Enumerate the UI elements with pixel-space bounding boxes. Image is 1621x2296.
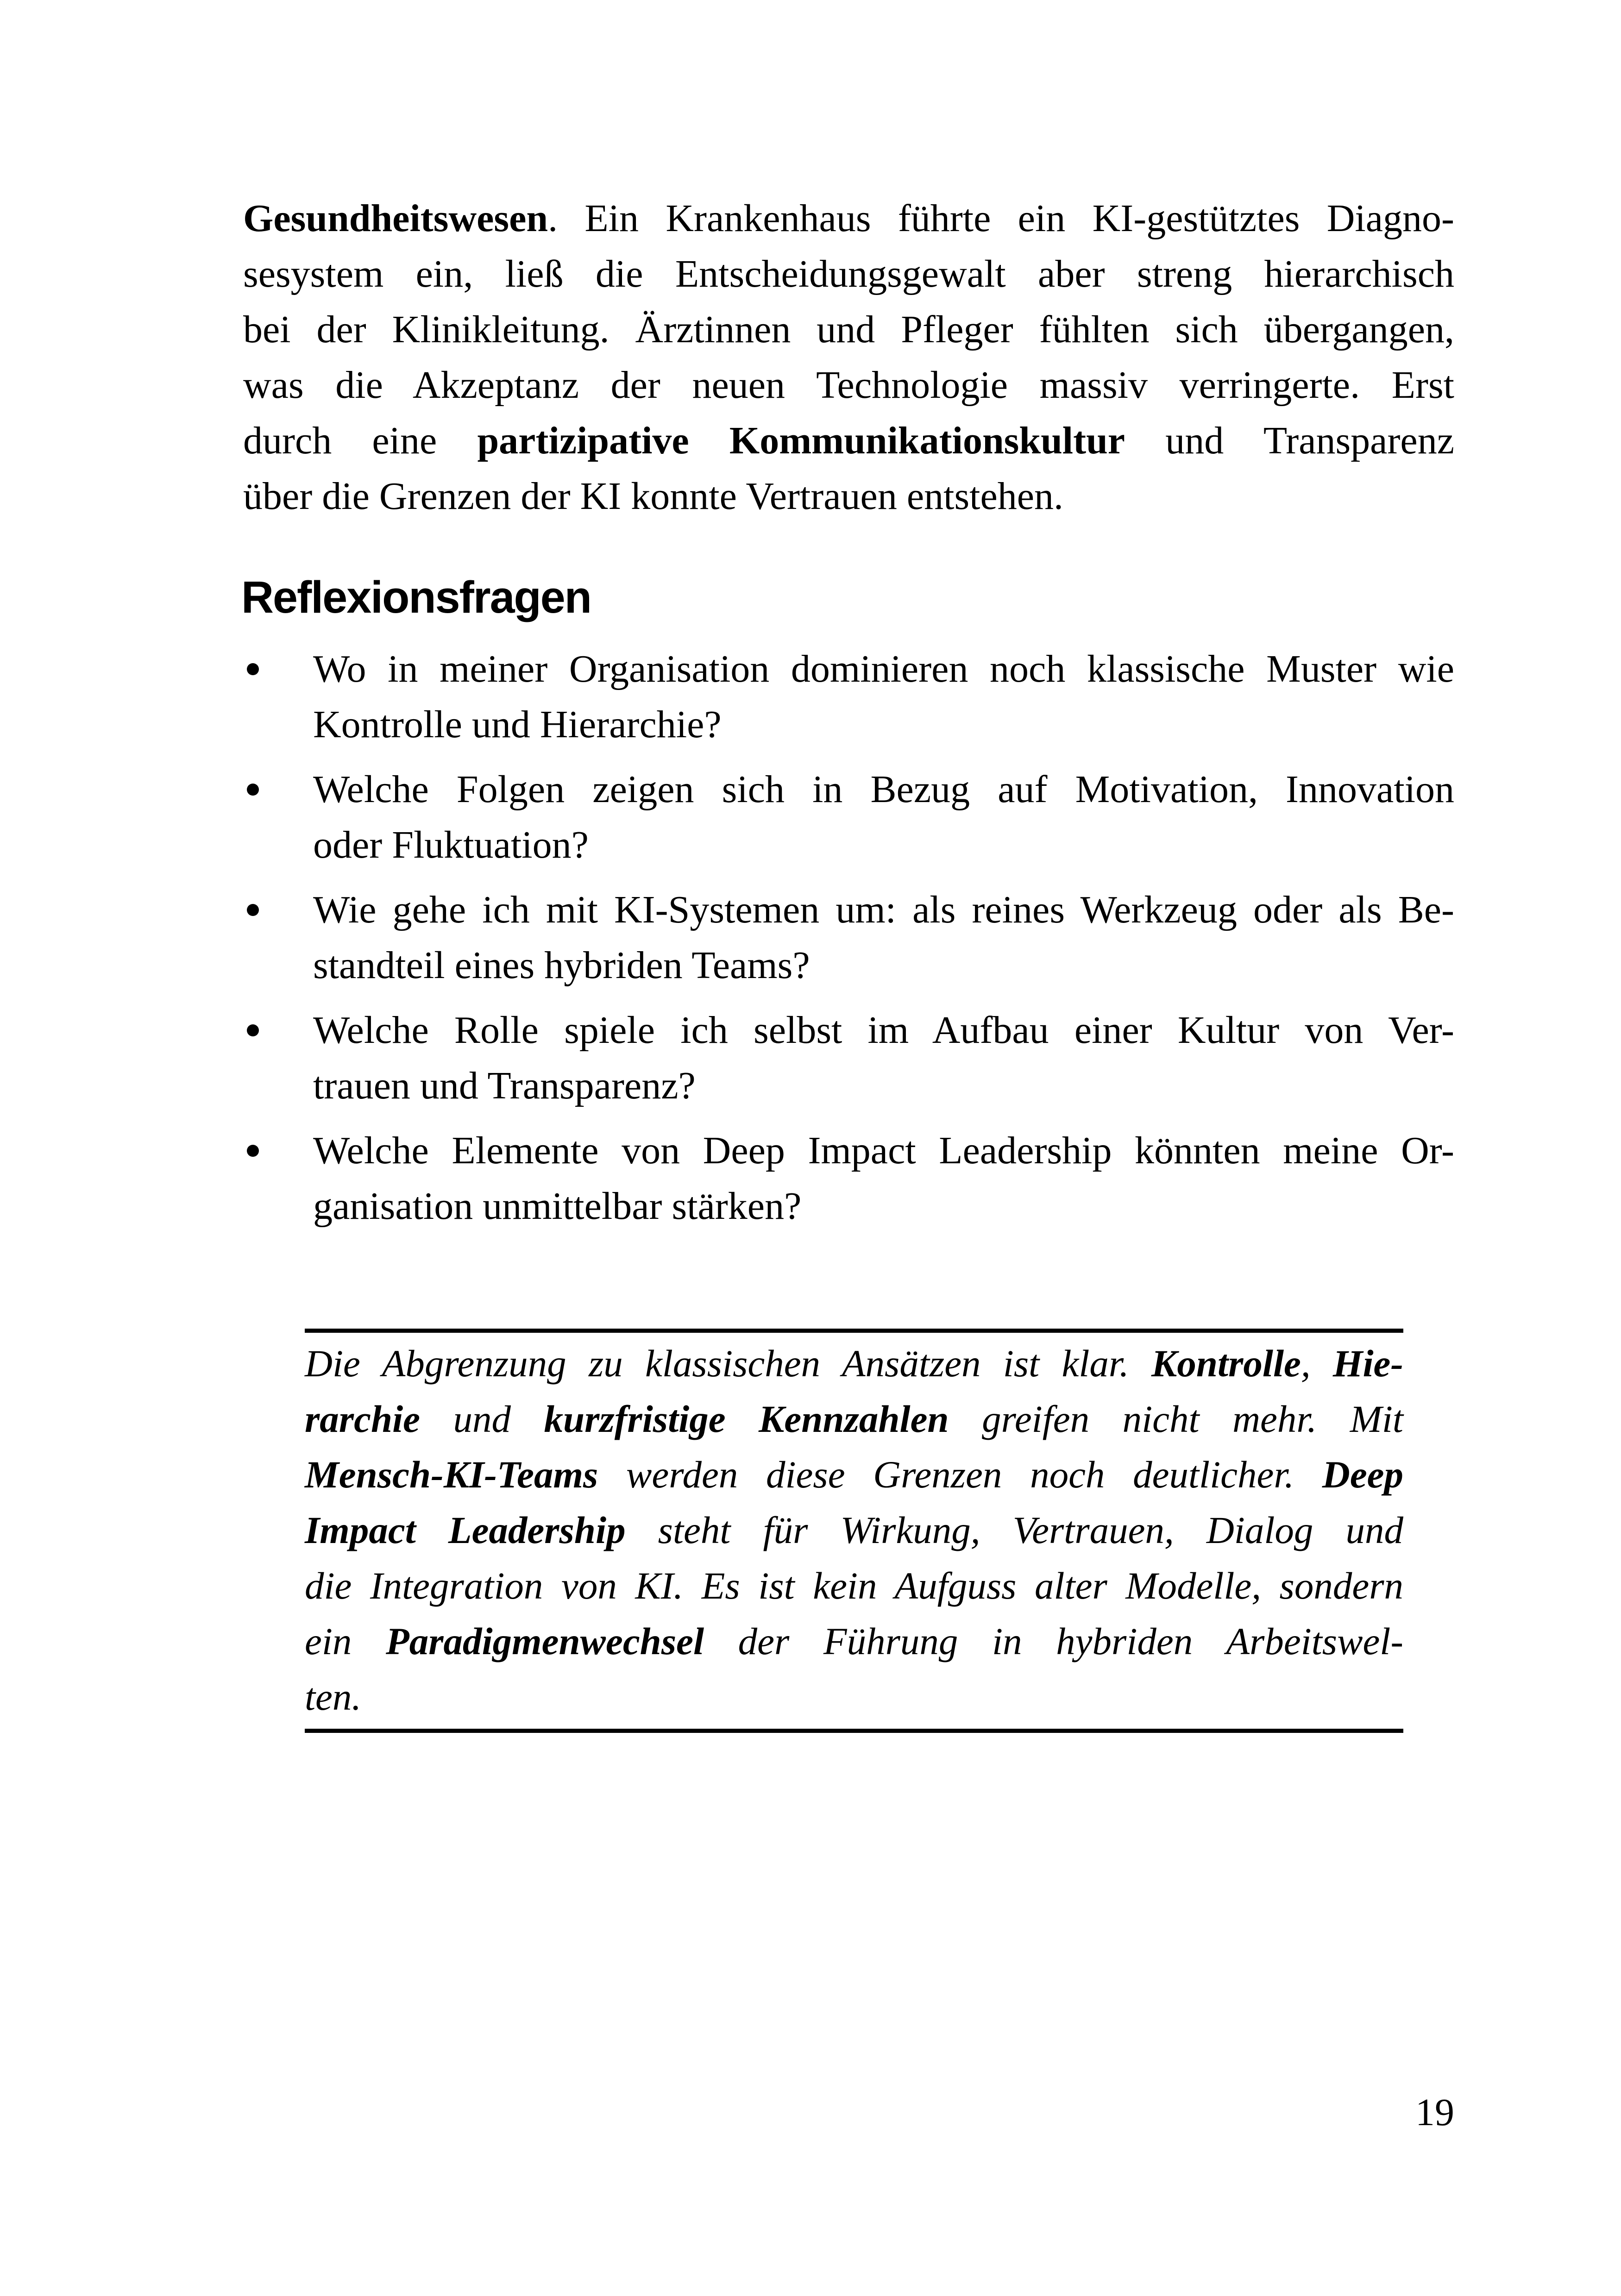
bullet-icon (247, 1145, 259, 1157)
text-segment: ten. (305, 1675, 362, 1718)
bullet-icon (247, 663, 259, 675)
text-line (243, 469, 1454, 524)
text-segment: die Integration von KI. Es ist kein Aufguss alter Modelle, sondern (305, 1564, 1403, 1607)
text-segment: Wo in meiner Organisation dominieren noch klassische Muster wie (313, 647, 1454, 690)
section-heading: Reflexionsfragen (241, 572, 591, 622)
text-line (313, 1123, 1454, 1179)
text-line (313, 697, 1454, 753)
text-line (305, 1447, 1403, 1502)
text-segment: bei der Klinikleitung. Ärztinnen und Pfleger fühlten sich übergangen, (243, 308, 1454, 351)
bullet-icon (247, 784, 259, 796)
text-segment: , (1301, 1342, 1333, 1385)
emphasis-text: Gesundheitswesen (243, 197, 548, 240)
text-line (305, 1336, 1403, 1391)
text-segment: durch eine (243, 419, 478, 462)
text-segment: standteil eines hybriden Teams? (313, 944, 810, 987)
bullet-icon (247, 904, 259, 916)
quote-top-rule (305, 1329, 1403, 1333)
quote-bottom-rule (305, 1729, 1403, 1733)
reflection-questions-list (243, 641, 1454, 1243)
bullet-icon (247, 1024, 259, 1036)
list-item (243, 882, 1454, 993)
text-line (313, 882, 1454, 938)
emphasis-text: Impact Leadership (305, 1509, 626, 1551)
text-segment: steht für Wirkung, Vertrauen, Dialog und (625, 1509, 1404, 1551)
page-number: 19 (1415, 2091, 1454, 2134)
text-segment: werden diese Grenzen noch deutlicher. (598, 1453, 1322, 1496)
text-line (313, 817, 1454, 873)
question-text (313, 882, 1454, 993)
emphasis-text: Mensch-KI-Teams (305, 1453, 598, 1496)
text-line (313, 1003, 1454, 1058)
text-segment: Wie gehe ich mit KI-Systemen um: als reines Werkzeug oder als Be- (313, 888, 1454, 931)
quote-box (305, 1329, 1403, 1733)
text-line (243, 413, 1454, 469)
text-segment: und (420, 1398, 544, 1440)
text-line (313, 1058, 1454, 1114)
text-line (243, 302, 1454, 358)
text-segment: ganisation unmittelbar stärken? (313, 1185, 802, 1228)
text-segment: Kontrolle und Hierarchie? (313, 703, 722, 746)
intro-paragraph (243, 191, 1454, 524)
list-item (243, 641, 1454, 753)
text-segment: und Transparenz (1125, 419, 1454, 462)
emphasis-text: Deep (1322, 1453, 1403, 1496)
text-segment: ein (305, 1620, 386, 1662)
emphasis-text: rarchie (305, 1398, 420, 1440)
text-segment: Welche Rolle spiele ich selbst im Aufbau einer Kultur von Ver- (313, 1009, 1454, 1052)
text-segment: trauen und Transparenz? (313, 1064, 696, 1107)
text-segment: oder Fluktuation? (313, 823, 589, 866)
text-line (313, 762, 1454, 817)
text-segment: Welche Folgen zeigen sich in Bezug auf Motivation, Innovation (313, 768, 1454, 811)
text-line (313, 641, 1454, 697)
question-text (313, 641, 1454, 753)
text-line (243, 358, 1454, 413)
emphasis-text: Kontrolle (1151, 1342, 1301, 1385)
text-segment: Welche Elemente von Deep Impact Leadership könnten meine Or- (313, 1129, 1454, 1172)
text-line (305, 1558, 1403, 1613)
quote-text (305, 1333, 1403, 1729)
emphasis-text: Paradigmenwechsel (386, 1620, 704, 1662)
text-segment: . Ein Krankenhaus führte ein KI-gestütztes Diagno- (548, 197, 1454, 240)
text-segment: über die Grenzen der KI konnte Vertrauen entstehen. (243, 475, 1064, 518)
question-text (313, 762, 1454, 873)
text-segment: sesystem ein, ließ die Entscheidungsgewalt aber streng hierarchisch (243, 252, 1454, 295)
text-segment: Die Abgrenzung zu klassischen Ansätzen ist klar. (305, 1342, 1152, 1385)
emphasis-text: Hie- (1332, 1342, 1404, 1385)
list-item (243, 1003, 1454, 1114)
text-line (313, 1179, 1454, 1234)
text-line (305, 1502, 1403, 1558)
text-line (305, 1669, 1403, 1725)
list-item (243, 762, 1454, 873)
text-line (305, 1613, 1403, 1669)
question-text (313, 1003, 1454, 1114)
list-item (243, 1123, 1454, 1234)
text-line (243, 191, 1454, 246)
text-line (243, 246, 1454, 302)
emphasis-text: partizipative Kommunikationskultur (477, 419, 1125, 462)
text-line (313, 938, 1454, 993)
text-segment: der Führung in hybriden Arbeitswel- (704, 1620, 1403, 1662)
text-segment: greifen nicht mehr. Mit (949, 1398, 1403, 1440)
question-text (313, 1123, 1454, 1234)
text-segment: was die Akzeptanz der neuen Technologie massiv verringerte. Erst (243, 364, 1454, 407)
emphasis-text: kurzfristige Kennzahlen (544, 1398, 949, 1440)
text-line (305, 1391, 1403, 1447)
